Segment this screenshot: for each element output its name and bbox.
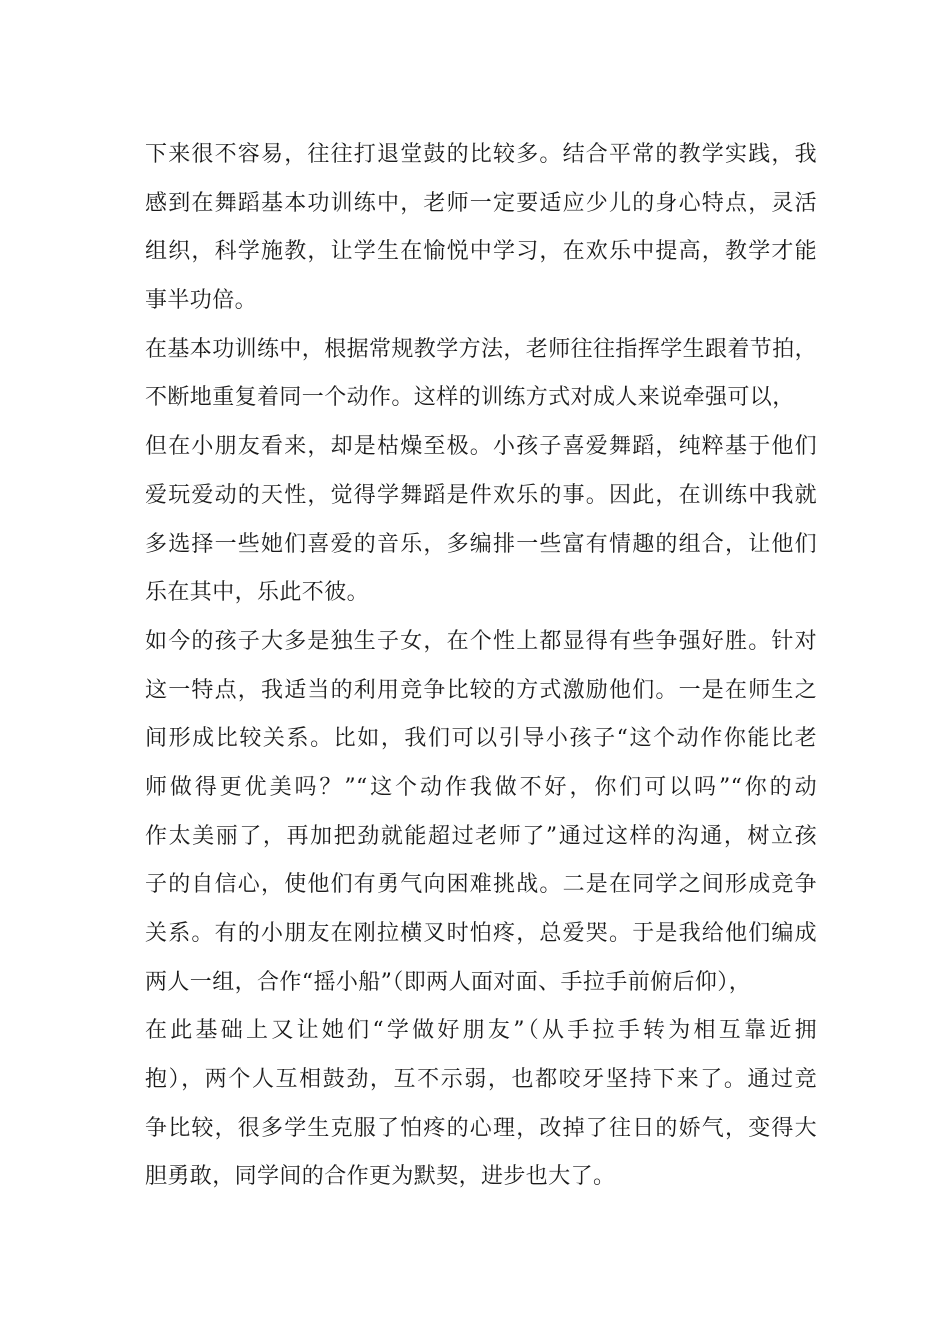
text-line: 组织，科学施教，让学生在愉悦中学习，在欢乐中提高，教学才能 [145, 239, 817, 265]
text-line: 间形成比较关系。比如，我们可以引导小孩子“这个动作你能比老 [145, 726, 817, 752]
text-line: 在基本功训练中，根据常规教学方法，老师往往指挥学生跟着节拍， [145, 336, 818, 362]
text-line: 作太美丽了，再加把劲就能超过老师了”通过这样的沟通，树立孩 [145, 823, 817, 849]
text-line: 不断地重复着同一个动作。这样的训练方式对成人来说牵强可以， [145, 385, 795, 411]
text-line: 胆勇敢，同学间的合作更为默契，进步也大了。 [145, 1164, 616, 1190]
text-line: 如今的孩子大多是独生子女，在个性上都显得有些争强好胜。针对 [145, 628, 817, 654]
text-line: 爱玩爱动的天性，觉得学舞蹈是件欢乐的事。因此，在训练中我就 [145, 482, 817, 508]
text-line: 子的自信心，使他们有勇气向困难挑战。二是在同学之间形成竞争 [145, 872, 817, 898]
text-line: 关系。有的小朋友在刚拉横叉时怕疼，总爱哭。于是我给他们编成 [145, 921, 817, 946]
text-line: 但在小朋友看来，却是枯燥至极。小孩子喜爱舞蹈，纯粹基于他们 [145, 434, 817, 460]
text-line: 下来很不容易，往往打退堂鼓的比较多。结合平常的教学实践，我 [145, 142, 817, 167]
text-line: 乐在其中，乐此不彼。 [145, 580, 370, 606]
paragraph-3 [145, 618, 817, 1202]
text-line: 师做得更优美吗？”“这个动作我做不好，你们可以吗”“你的动 [145, 774, 817, 800]
text-line: 抱），两个人互相鼓劲，互不示弱，也都咬牙坚持下来了。通过竞 [145, 1067, 817, 1093]
document-body [145, 131, 817, 1202]
text-line: 这一特点，我适当的利用竞争比较的方式激励他们。一是在师生之 [145, 677, 817, 703]
text-line: 感到在舞蹈基本功训练中，老师一定要适应少儿的身心特点，灵活 [145, 190, 817, 216]
text-line: 事半功倍。 [145, 288, 258, 314]
text-line: 两人一组，合作“摇小船”（即两人面对面、手拉手前俯后仰）， [145, 969, 752, 995]
text-line: 在此基础上又让她们“学做好朋友”（从手拉手转为相互靠近拥 [145, 1018, 817, 1044]
text-line: 争比较，很多学生克服了怕疼的心理，改掉了往日的娇气，变得大 [145, 1115, 817, 1141]
paragraph-2 [145, 326, 817, 618]
text-line: 多选择一些她们喜爱的音乐，多编排一些富有情趣的组合，让他们 [145, 531, 817, 557]
paragraph-1 [145, 131, 817, 326]
